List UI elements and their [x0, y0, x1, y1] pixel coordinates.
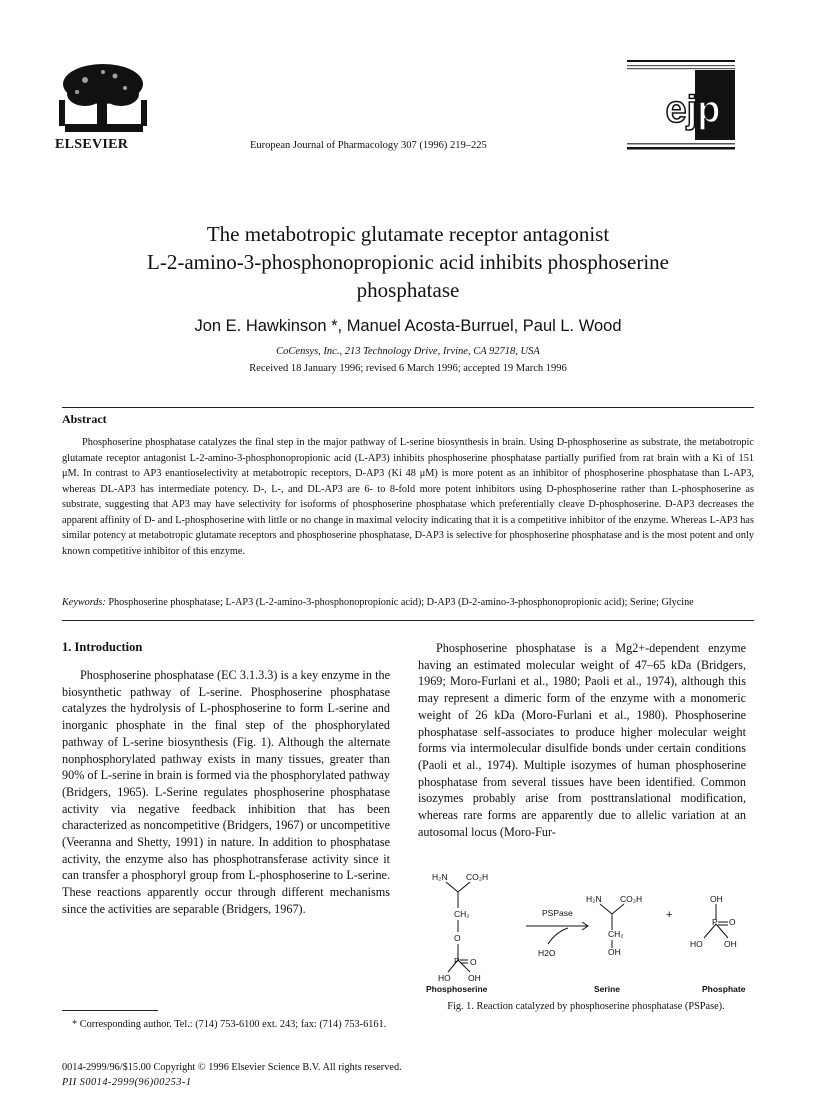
serine-label: Serine — [594, 984, 620, 994]
svg-text:OH: OH — [724, 939, 737, 949]
svg-text:P: P — [712, 917, 718, 927]
svg-text:H₂N: H₂N — [432, 872, 448, 882]
ejp-logo-text: ejp — [665, 89, 721, 131]
ejp-journal-logo — [625, 60, 737, 152]
phosphate-label: Phosphate — [702, 984, 746, 994]
figure-caption: Fig. 1. Reaction catalyzed by phosphoserine phosphatase (PSPase). — [447, 1001, 725, 1012]
plus-sign: + — [666, 909, 673, 921]
svg-text:OH: OH — [468, 973, 481, 983]
abstract-paragraph: Phosphoserine phosphatase catalyzes the final step in the major pathway of L-serine biosynthesis in brain. Using D-phosphoserine as substrate, the metabotropic glutamate receptor antagonist L-2-amino-3-phosphonopropionic acid (L-AP3) inhibits phosphoserine phosphatase partially purified from rat brain with a Ki of 151 μM. In contrast to AP3 enantioselectivity at metabotropic receptors, D-AP3 (Ki 48 μM) is more potent as an inhibitor of phosphoserine phosphatase than L-AP3, whereas DL-AP3 has intermediate potency. D-, L-, and DL-AP3 are 6- to 8-fold more potent inhibitors using D-phosphoserine rather than L-phosphoserine as substrate, suggesting that AP3 may have selectivity for isoforms of phosphoserine phosphatase which preferentially cleave D-phosphoserine. D-AP3 decreases the apparent affinity of D- and L-phosphoserine with little or no change in maximal velocity indicating that it is a competitive inhibitor of the enzyme. Whereas L-AP3 has similar potency at metabotropic glutamate receptors and phosphoserine phosphatase, D-AP3 is selective for phosphoserine phosphatase and is the most potent and only known competitive inhibitor of this enzyme. — [62, 437, 754, 557]
svg-text:HO: HO — [690, 939, 703, 949]
svg-text:O: O — [470, 957, 477, 967]
svg-text:P: P — [454, 956, 460, 966]
title-line-3: phosphatase — [356, 278, 460, 302]
title-line-1: The metabotropic glutamate receptor antagonist — [206, 222, 610, 246]
svg-text:OH: OH — [710, 894, 723, 904]
abstract-heading: Abstract — [62, 412, 107, 426]
footnote — [62, 1017, 390, 1032]
svg-text:HO: HO — [438, 973, 451, 983]
affiliation: CoCensys, Inc., 213 Technology Drive, Irvine, CA 92718, USA — [276, 346, 540, 357]
intro-paragraph-1: Phosphoserine phosphatase (EC 3.1.3.3) is a key enzyme in the biosynthetic pathway of L-serine. Phosphoserine phosphatase catalyzes the hydrolysis of L-phosphoserine to form L-serine and inorganic phosphate in the final step of the phosphorylated pathway of L-serine biosynthesis (Fig. 1). Although the alternate nonphosphorylated pathway exists in many tissues, greater than 90% of L-serine in brain is formed via the phosphorylated pathway (Bridgers, 1965). L-Serine regulates phosphoserine phosphatase activity via negative feedback inhibition that has been characterized as noncompetitive (Bridgers, 1967) or uncompetitive (Veeranna and Shetty, 1991) in nature. In addition to phosphatase activity, the enzyme also has phosphotransferase activity since it can transfer a phosphoryl group from L-phosphoserine to L-serine. These reactions apparently occur through different mechanisms since the activities are separable (Bridgers, 1967). — [62, 668, 390, 916]
water-label: H2O — [538, 948, 556, 958]
publisher-name: ELSEVIER — [55, 137, 129, 152]
svg-text:O: O — [729, 917, 736, 927]
enzyme-label: PSPase — [542, 908, 573, 918]
pii-line: PII S0014-2999(96)00253-1 — [62, 1077, 192, 1088]
svg-text:CO₂H: CO₂H — [466, 872, 489, 882]
svg-text:OH: OH — [608, 947, 621, 957]
keywords-list: Phosphoserine phosphatase; L-AP3 (L-2-amino-3-phosphonopropionic acid); D-AP3 (D-2-amino-3-phosphonopropionic acid); Serine; Glycine — [108, 597, 694, 608]
intro-paragraph-2: Phosphoserine phosphatase is a Mg2+-dependent enzyme having an estimated molecular weight of 47–65 kDa (Bridgers, 1969; Moro-Furlani et al., 1980; Paoli et al., 1974), although this may represent a dimeric form of the enzyme with a monomeric weight of 26 kDa (Moro-Furlani et al., 1980). Phosphoserine phosphatase self-associates to produce higher molecular weight forms via intermolecular disulfide bonds under certain conditions (Paoli et al., 1974). Multiple isozymes of human phosphoserine phosphatase from several tissues have been identified. Common isozymes probably arise from posttranslational modification, whereas rare forms are apparently due to allelic variation at an autosomal locus (Moro-Fur- — [418, 641, 746, 839]
intro-right-column — [418, 640, 746, 840]
section-heading: 1. Introduction — [62, 640, 143, 654]
author-list: Jon E. Hawkinson *, Manuel Acosta-Burruel, Paul L. Wood — [194, 317, 622, 335]
abstract-bottom-rule — [62, 620, 754, 621]
elsevier-tree-logo — [55, 60, 151, 136]
reaction-scheme-figure — [418, 868, 754, 996]
keywords-line — [62, 597, 754, 608]
phosphoserine-label: Phosphoserine — [426, 984, 488, 994]
abstract-text — [62, 435, 754, 559]
received-dates: Received 18 January 1996; revised 6 March 1996; accepted 19 March 1996 — [249, 363, 567, 374]
journal-citation: European Journal of Pharmacology 307 (1996) 219–225 — [250, 140, 487, 151]
svg-text:CH₂: CH₂ — [608, 929, 624, 939]
intro-left-column — [62, 667, 390, 918]
svg-text:O: O — [454, 933, 461, 943]
title-line-2: L-2-amino-3-phosphonopropionic acid inhibits phosphoserine — [147, 250, 669, 274]
corresponding-author-note: * Corresponding author. Tel.: (714) 753-6100 ext. 243; fax: (714) 753-6161. — [72, 1019, 387, 1030]
svg-text:CO₂H: CO₂H — [620, 894, 643, 904]
keywords-label: Keywords: — [62, 597, 106, 608]
abstract-top-rule — [62, 407, 754, 408]
footnote-rule — [62, 1010, 158, 1011]
svg-text:H₂N: H₂N — [586, 894, 602, 904]
copyright-line: 0014-2999/96/$15.00 Copyright © 1996 Elsevier Science B.V. All rights reserved. — [62, 1062, 402, 1073]
article-title — [60, 220, 756, 304]
svg-text:CH₂: CH₂ — [454, 909, 470, 919]
